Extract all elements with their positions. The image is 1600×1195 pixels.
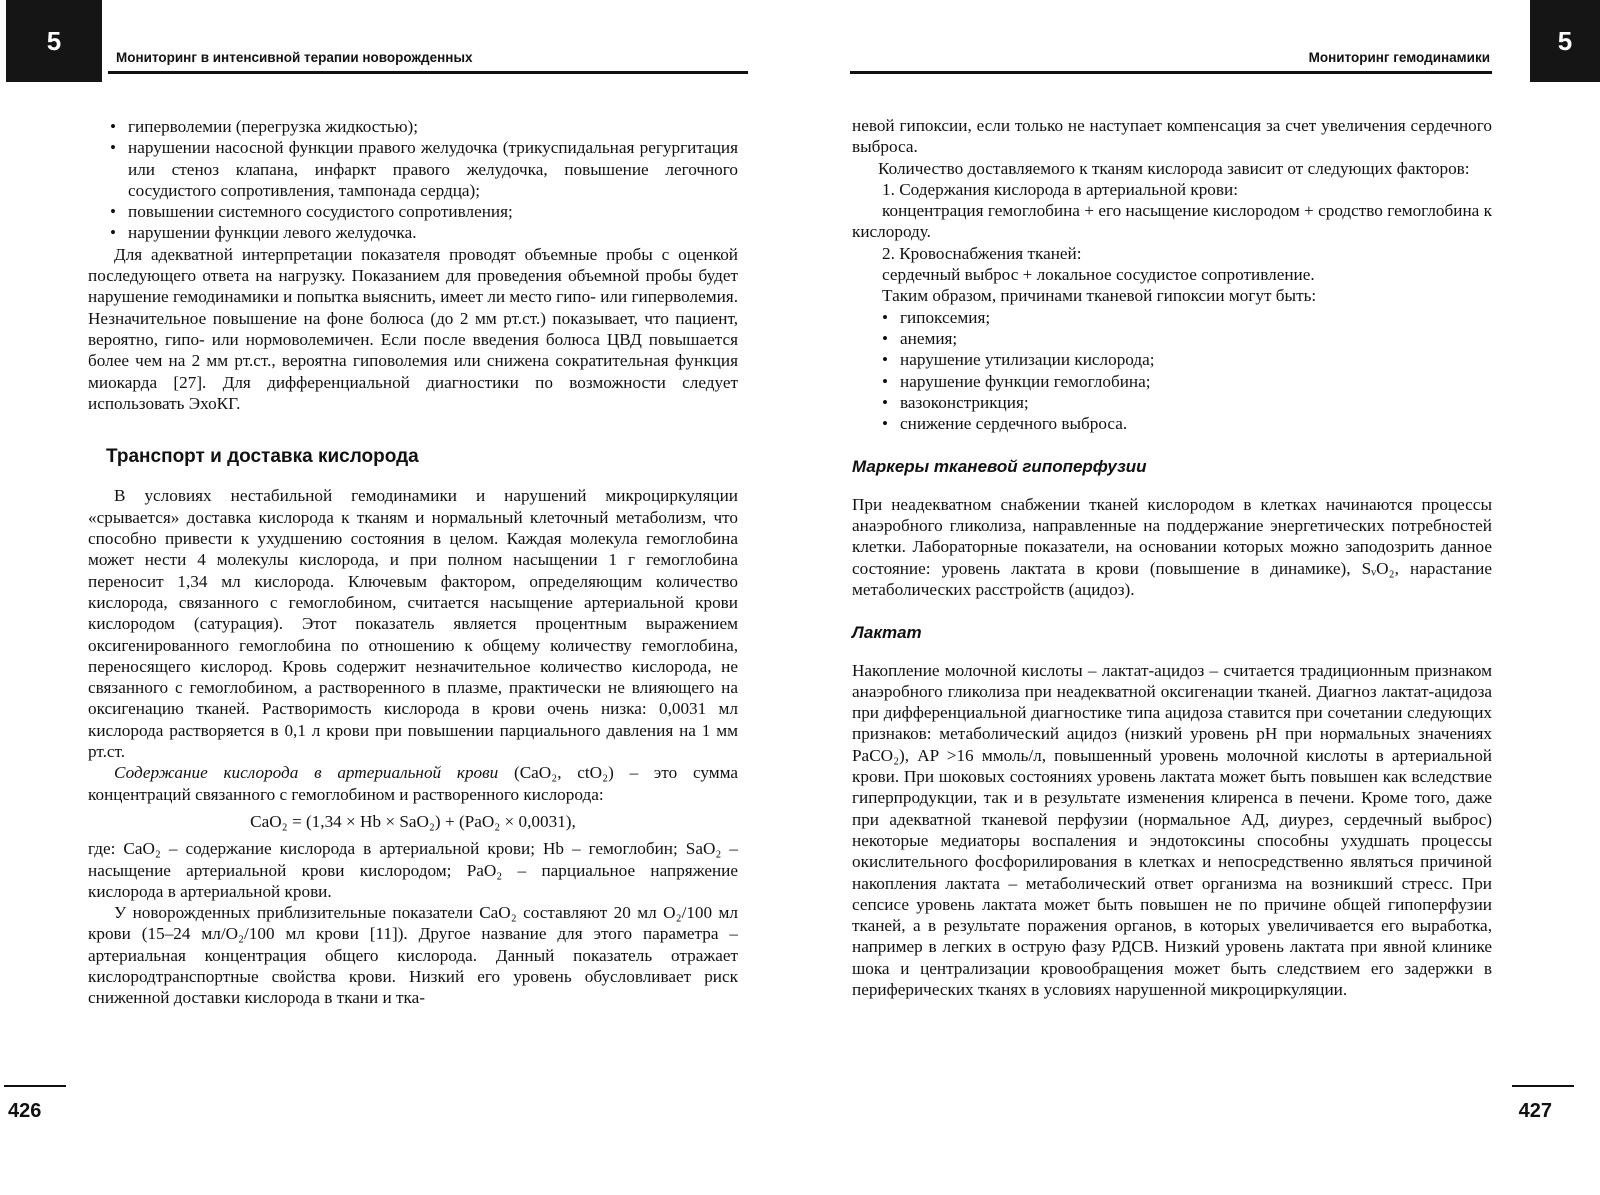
chapter-tab xyxy=(1530,0,1600,82)
paragraph-continuation: невой гипоксии, если только не наступает компенсация за счет увеличения сердечного выброса. xyxy=(852,116,1492,157)
paragraph-factors: Количество доставляемого к тканям кислорода зависит от следующих факторов: xyxy=(878,158,1470,178)
list-item: • нарушении функции левого желудочка. xyxy=(110,222,738,243)
page-number: 426 xyxy=(8,1100,42,1122)
subsection-title-lactate: Лактат xyxy=(852,623,922,643)
cao2-definition-text: (CaO₂, ctO₂) – это сумма концентраций связанного с гемоглобином и растворенного кислорода: xyxy=(88,763,738,804)
causes-list xyxy=(852,307,1492,435)
factor-2-text: сердечный выброс + локальное сосудистое сопротивление. xyxy=(882,265,1315,285)
bullet-list xyxy=(88,116,738,244)
factor-1-title: 1. Содержания кислорода в артериальной крови: xyxy=(882,179,1238,199)
section-title: Транспорт и доставка кислорода xyxy=(106,446,419,468)
header-rule xyxy=(850,71,1492,74)
list-item: • гипоксемия; xyxy=(882,307,1492,328)
paragraph-markers: При неадекватном снабжении тканей кислородом в клетках начинаются процессы анаэробного гликолиза, направленные на поддержание энергетических потребностей клетки. Лабораторные показатели, на основании которых можно заподозрить данное состояние: уровень лактата в крови (повышение в динамике), SᵥO₂, нарастание метаболических расстройств (ацидоз). xyxy=(852,494,1492,599)
paragraph-volume-test: Для адекватной интерпретации показателя проводят объемные пробы с оценкой последующего ответа на нагрузку. Показанием для проведения объемной пробы будет нарушение гемодинамики и попытка выяснить, имеет ли место гипо- или гиперволемия. Незначительное повышение на фоне болюса (до 2 мм рт.ст.) показывает, что пациент, вероятно, гипо- или нормоволемичен. Если после введения болюса ЦВД повышается более чем на 2 мм рт.ст., вероятна гиповолемия или снижена сократительная функция миокарда [27]. Для дифференциальной диагностики по возможности следует использовать ЭхоКГ. xyxy=(88,244,738,413)
list-item: • повышении системного сосудистого сопротивления; xyxy=(110,201,738,222)
chapter-number: 5 xyxy=(1557,25,1573,56)
list-item: • нарушение утилизации кислорода; xyxy=(882,349,1492,370)
header-rule xyxy=(108,71,748,74)
paragraph-formula-legend: где: CaO₂ – содержание кислорода в артериальной крови; Hb – гемоглобин; SaO₂ – насыщение артериальной крови кислородом; PaO₂ – парциальное напряжение кислорода в артериальной крови. xyxy=(88,839,738,901)
chapter-tab xyxy=(6,0,102,82)
causes-intro: Таким образом, причинами тканевой гипоксии могут быть: xyxy=(882,286,1317,306)
running-head: Мониторинг гемодинамики xyxy=(1308,50,1490,65)
list-item: • нарушение функции гемоглобина; xyxy=(882,371,1492,392)
subsection-title-markers: Маркеры тканевой гипоперфузии xyxy=(852,457,1147,477)
paragraph-lactate: Накопление молочной кислоты – лактат-ацидоз – считается традиционным признаком анаэробного гликолиза при неадекватной оксигенации тканей. Диагноз лактат-ацидоза при дифференциальной диагностике типа ацидоза ставится при сочетании следующих признаков: метаболический ацидоз (низкий уровень pH при нормальных значениях PaCO₂), AP >16 ммоль/л, повышенный уровень молочной кислоты в артериальной крови. При шоковых состояниях уровень лактата может быть повышен как вследствие гиперпродукции, так и в результате изменения клиренса в печени. Кроме того, даже при адекватной тканевой перфузии (нормальное АД, диурез, сердечный выброс) некоторые медиаторы воспаления и эндотоксины способны ухудшать процессы окислительного фосфорилирования в клетках и непосредственно являться причиной накопления лактата – метаболический ответ организма на возникший стресс. При сепсисе уровень лактата может быть повышен не по причине общей гипоперфузии тканей, а в результате поражения органов, в которых увеличивается его выработка, например в легких в острую фазу РДСВ. Низкий уровень лактата при явной клинике шока и централизации кровообращения может быть следствием его задержки в периферических тканях в условиях нарушенной микроциркуляции. xyxy=(852,660,1492,999)
right-body-text xyxy=(852,115,1492,1000)
list-item: • снижение сердечного выброса. xyxy=(882,413,1492,434)
list-item: • нарушении насосной функции правого желудочка (трикуспидальная регургитация или стеноз клапана, инфаркт правого желудочка, повышение легочного сосудистого сопротивления, тампонада сердца); xyxy=(110,137,738,201)
list-item: • гиперволемии (перегрузка жидкостью); xyxy=(110,116,738,137)
running-head: Мониторинг в интенсивной терапии новорожденных xyxy=(116,50,473,65)
page-number: 427 xyxy=(1518,1100,1552,1122)
paragraph-cao2-definition xyxy=(88,762,738,805)
factor-2-title: 2. Кровоснабжения тканей: xyxy=(882,243,1082,263)
paragraph-oxygen-transport: В условиях нестабильной гемодинамики и нарушений микроциркуляции «срывается» доставка кислорода к тканям и нормальный клеточный метаболизм, что способно привести к ухудшению состояния в целом. Каждая молекула гемоглобина может нести 4 молекулы кислорода, и при полном насыщении 1 г гемоглобина переносит 1,34 мл кислорода. Ключевым фактором, определяющим количество кислорода, связанного с гемоглобином, считается насыщение артериальной крови кислородом (сатурация). Этот показатель является процентным выражением оксигенированного гемоглобина по отношению к общему количеству гемоглобина, переносящего кислород. Кровь содержит незначительное количество кислорода, не связанного с гемоглобином, а растворенного в плазме, практически не влияющего на оксигенацию тканей. Растворимость кислорода в крови очень низка: 0,0031 мл кислорода растворяется в 0,1 л крови при повышении парциального давления на 1 мм рт.ст. xyxy=(88,486,738,762)
chapter-number: 5 xyxy=(46,25,62,56)
formula: CaO₂ = (1,34 × Hb × SaO₂) + (PaO₂ × 0,0031), xyxy=(250,811,576,831)
paragraph-newborn-values: У новорожденных приблизительные показатели CaO₂ составляют 20 мл O₂/100 мл крови (15–24 мл/O₂/100 мл крови [11]). Другое название для этого параметра – артериальная концентрация общего кислорода. Данный показатель отражает кислородтранспортные свойства крови. Низкий его уровень обусловливает риск сниженной доставки кислорода в ткани и тка- xyxy=(88,903,738,1008)
factor-1-text: концентрация гемоглобина + его насыщение кислородом + сродство гемоглобина к кислороду. xyxy=(852,201,1492,242)
footer-rule xyxy=(4,1085,66,1087)
cao2-term: Содержание кислорода в артериальной крови xyxy=(114,763,499,783)
footer-rule xyxy=(1512,1085,1574,1087)
list-item: • анемия; xyxy=(882,328,1492,349)
left-body-text xyxy=(88,116,738,1009)
right-page xyxy=(800,0,1600,1195)
list-item: • вазоконстрикция; xyxy=(882,392,1492,413)
